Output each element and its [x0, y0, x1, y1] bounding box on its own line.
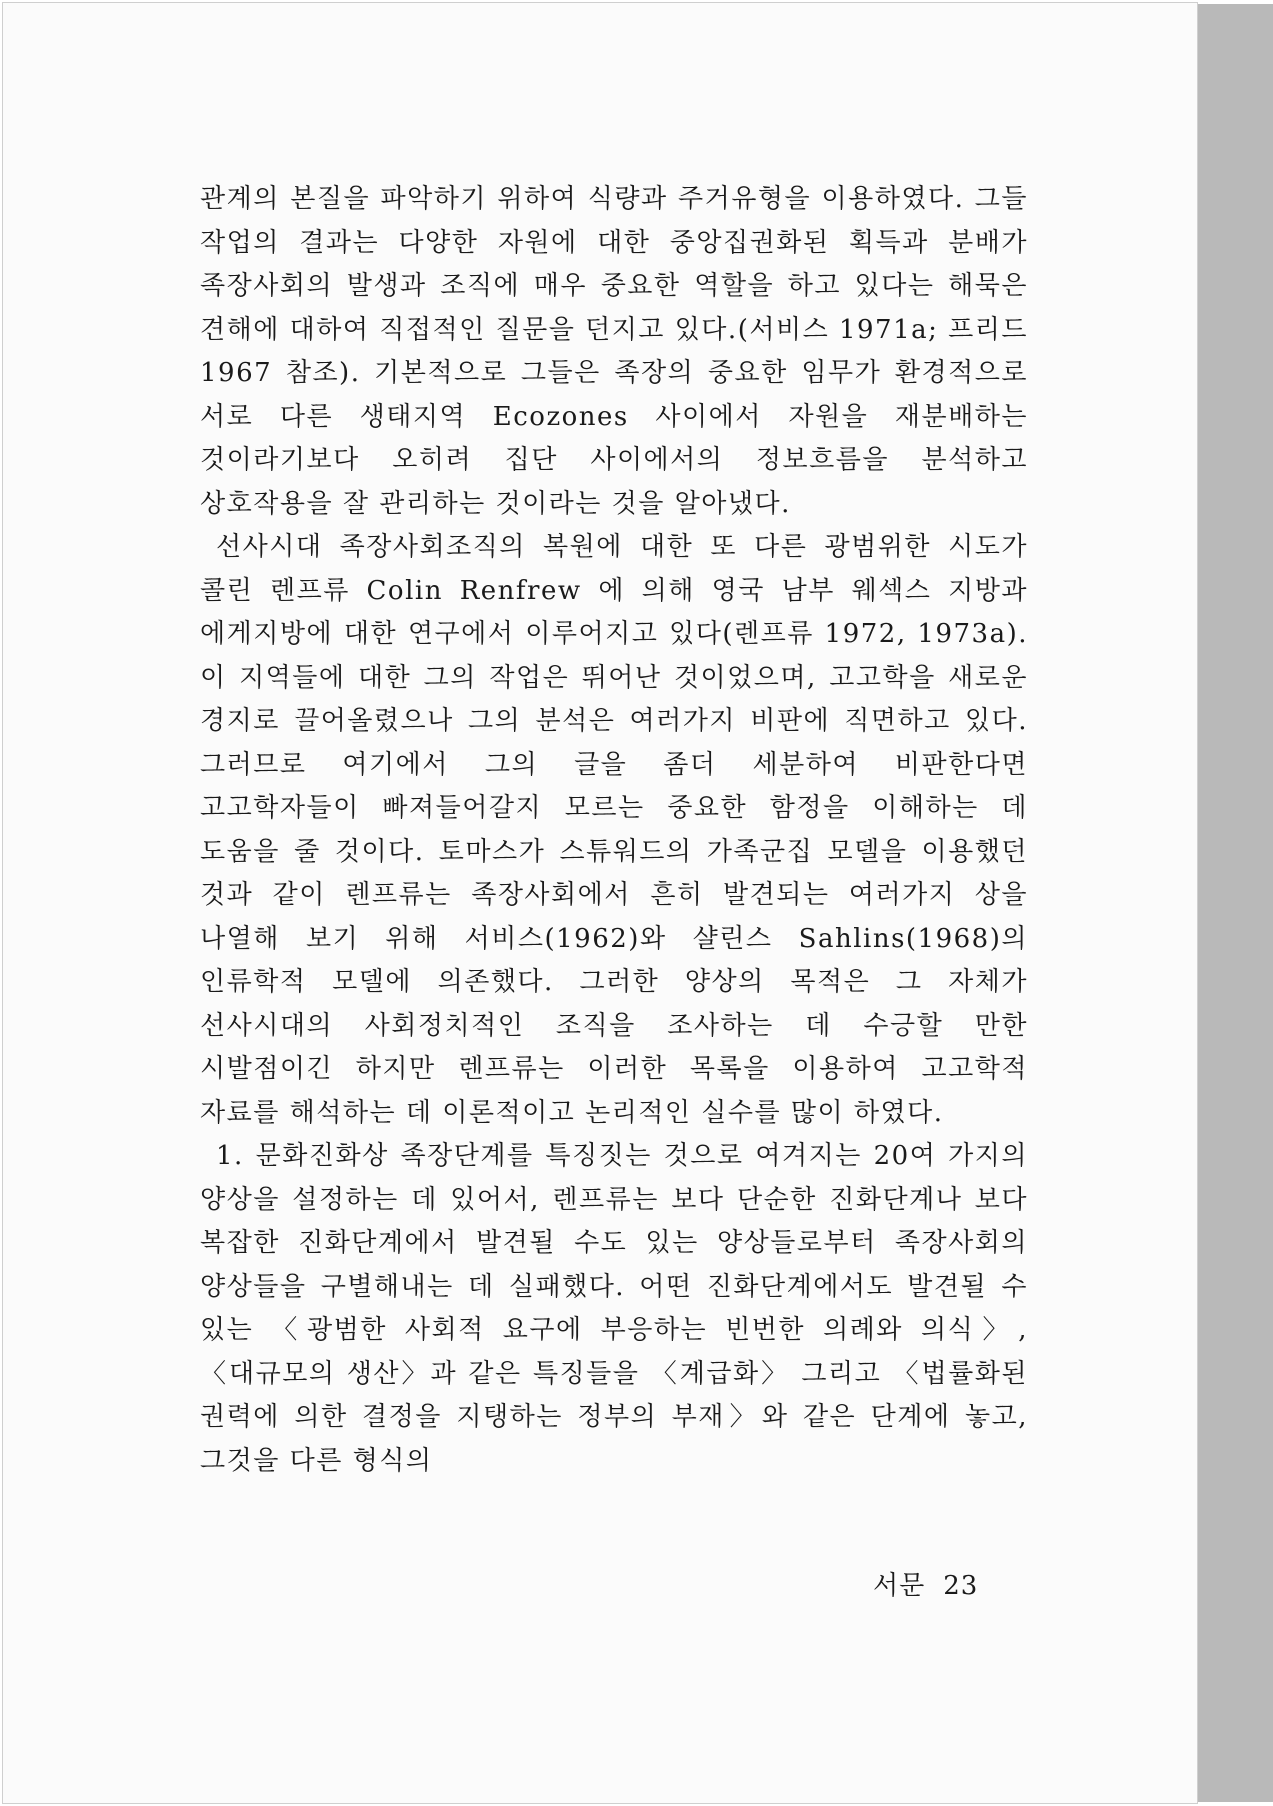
paragraph-3: 1. 문화진화상 족장단계를 특징짓는 것으로 여겨지는 20여 가지의 양상을 설정하는 데 있어서, 렌프류는 보다 단순한 진화단계나 보다 복잡한 진화단계에서 발견될 수도 있는 양상들로부터 족장사회의 양상들을 구별해내는 데 실패했다. 어떤 진화단계에서도 발견될 수 있는 〈광범한 사회적 요구에 부응하는 빈번한 의례와 의식〉, 〈대규모의 생산〉과 같은 특징들을 〈계급화〉 그리고 〈법률화된 권력에 의한 결정을 지탱하는 정부의 부재〉와 같은 단계에 놓고, 그것을 다른 형식의 — [200, 1141, 1028, 1476]
paragraph-2: 선사시대 족장사회조직의 복원에 대한 또 다른 광범위한 시도가 콜린 렌프류 Colin Renfrew 에 의해 영국 남부 웨섹스 지방과 에게지방에 대한 연구에서 이루어지고 있다(렌프류 1972, 1973a). 이 지역들에 대한 그의 작업은 뛰어난 것이었으며, 고고학을 새로운 경지로 끌어올렸으나 그의 분석은 여러가지 비판에 직면하고 있다. 그러므로 여기에서 그의 글을 좀더 세분하여 비판한다면 고고학자들이 빠져들어갈지 모르는 중요한 함정을 이해하는 데 도움을 줄 것이다. 토마스가 스튜워드의 가족군집 모델을 이용했던 것과 같이 렌프류는 족장사회에서 흔히 발견되는 여러가지 상을 나열해 보기 위해 서비스(1962)와 샬린스 Sahlins(1968)의 인류학적 모델에 의존했다. 그러한 양상의 목적은 그 자체가 선사시대의 사회정치적인 조직을 조사하는 데 수긍할 만한 시발점이긴 하지만 렌프류는 이러한 목록을 이용하여 고고학적 자료를 해석하는 데 이론적이고 논리적인 실수를 많이 하였다. — [200, 532, 1028, 1128]
page-footer — [873, 1565, 1033, 1602]
book-page — [3, 3, 1197, 1803]
page-number: 23 — [943, 1571, 979, 1601]
paragraph-1: 관계의 본질을 파악하기 위하여 식량과 주거유형을 이용하였다. 그들 작업의 결과는 다양한 자원에 대한 중앙집권화된 획득과 분배가 족장사회의 발생과 조직에 매우 중요한 역할을 하고 있다는 해묵은 견해에 대하여 직접적인 질문을 던지고 있다.(서비스 1971a; 프리드 1967 참조). 기본적으로 그들은 족장의 중요한 임무가 환경적으로 서로 다른 생태지역 Ecozones 사이에서 자원을 재분배하는 것이라기보다 오히려 집단 사이에서의 정보흐름을 분석하고 상호작용을 잘 관리하는 것이라는 것을 알아냈다. — [200, 184, 1028, 519]
running-footer-title: 서문 — [873, 1571, 926, 1601]
body-text — [200, 178, 1028, 1483]
book-edge — [1197, 4, 1273, 1802]
